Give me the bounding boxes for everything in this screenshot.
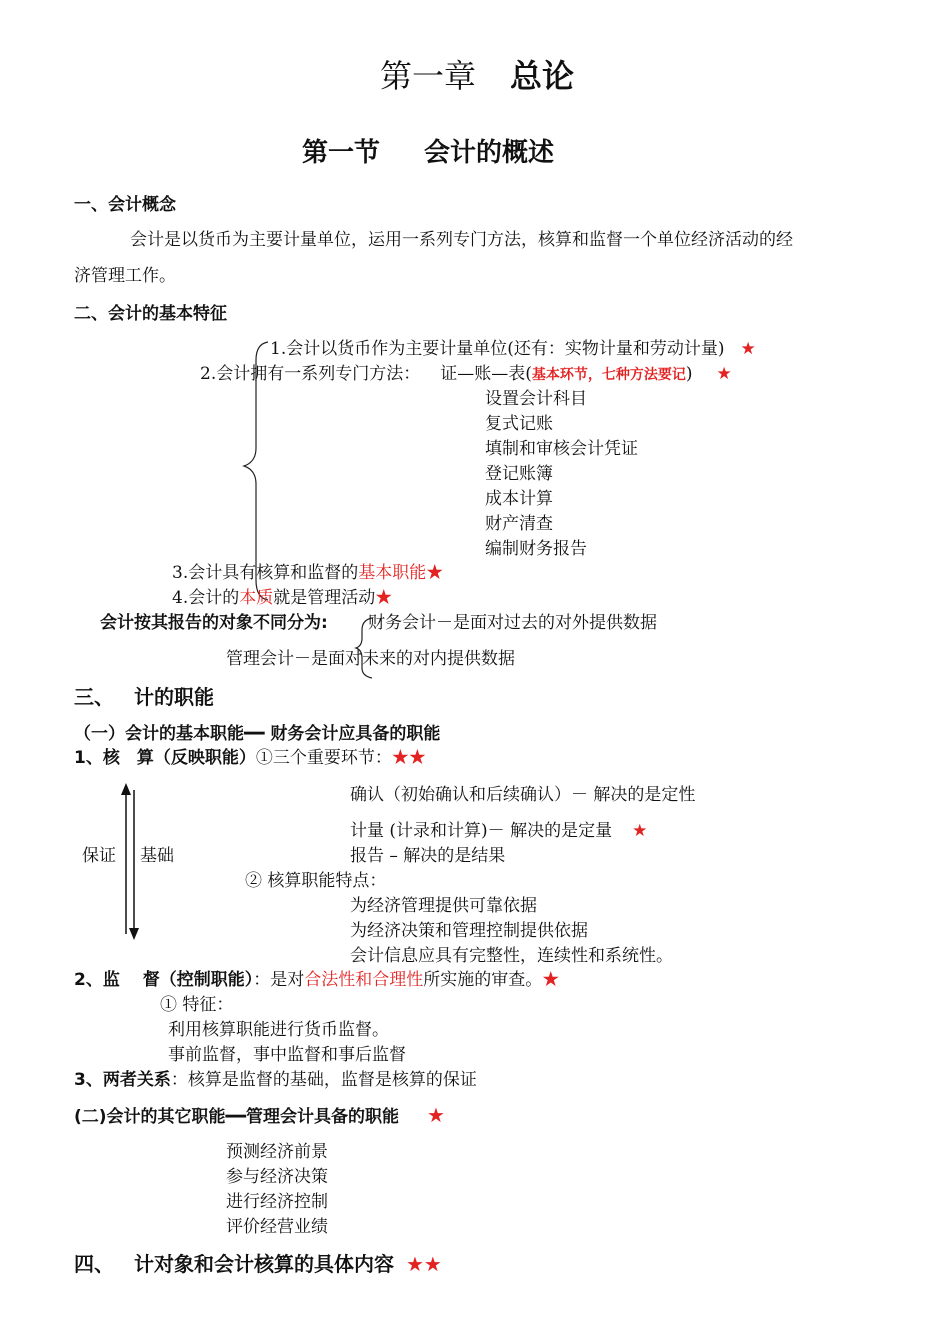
s2-feature-3-highlight: 基本职能: [358, 563, 427, 583]
s3-accounting-label: 1、核 算（反映职能）: [74, 748, 256, 768]
s2-classification-management: 管理会计－是面对未来的对内提供数据: [226, 649, 515, 669]
section-name: 会计的概述: [424, 138, 555, 168]
s2-feature-2: [200, 363, 732, 386]
star-icon: ★: [716, 364, 732, 384]
s3-subheading-other: [74, 1104, 445, 1128]
s2-feature-4-highlight: 本质: [239, 588, 274, 608]
section-prefix: 第一节: [302, 138, 381, 168]
s3-relation-line: [74, 1069, 477, 1091]
s3-subheading-basic: （一）会计的基本职能━━ 财务会计应具备的职能: [74, 724, 441, 744]
s3-heading: [74, 684, 214, 710]
s1-paragraph-line2: 济管理工作。: [74, 266, 176, 286]
star-icon: ★: [740, 339, 756, 359]
star-icon: ★★: [406, 1252, 442, 1276]
s2-feature-2-paren-close: ): [685, 364, 693, 384]
s3-supervision-text-a: ：是对: [253, 970, 305, 990]
list-item: 预测经济前景: [226, 1142, 328, 1162]
s3-supervision-feature-title: ① 特征：: [160, 995, 234, 1015]
s2-feature-3: [172, 562, 443, 584]
list-item: 事前监督，事中监督和事后监督: [168, 1045, 406, 1065]
list-item: 进行经济控制: [226, 1192, 328, 1212]
s3-accounting-line: [74, 747, 426, 769]
basis-label: 基础: [140, 846, 174, 866]
s2-classification-label: 会计按其报告的对象不同分为:: [100, 613, 328, 633]
s3-link-measurement: [350, 820, 647, 842]
s3-link-recognition: 确认（初始确认和后续确认）－ 解决的是定性: [350, 785, 696, 805]
s1-heading: 一、会计概念: [74, 195, 176, 215]
star-icon: ★: [542, 970, 560, 990]
list-item: 复式记账: [485, 414, 553, 434]
star-icon: ★★: [391, 748, 426, 768]
s2-feature-1: [270, 338, 756, 360]
star-icon: ★: [632, 821, 648, 841]
s2-classification-financial: 财务会计－是面对过去的对外提供数据: [368, 613, 657, 633]
s3-supervision-text-b: 所实施的审查。: [423, 970, 543, 990]
s2-feature-3-text: 3.会计具有核算和监督的: [172, 563, 359, 583]
s2-feature-2-paren-open: (: [525, 364, 532, 384]
list-item: 财产清查: [485, 514, 553, 534]
s2-feature-2-cycle: 证—账—表: [440, 364, 526, 384]
s3-link-report: 报告 – 解决的是结果: [350, 846, 506, 866]
list-item: 设置会计科目: [485, 389, 587, 409]
s3-subheading-other-text: (二)会计的其它职能━━管理会计具备的职能: [74, 1107, 400, 1127]
s3-supervision-line: [74, 969, 559, 991]
list-item: 利用核算职能进行货币监督。: [168, 1020, 389, 1040]
s2-feature-4: [172, 587, 392, 609]
s3-heading-text: 计的职能: [134, 685, 214, 709]
s3-supervision-highlight: 合法性和合理性: [304, 970, 424, 990]
s3-accounting-text: ①三个重要环节：: [255, 748, 392, 768]
s2-feature-2-text: 2.会计拥有一系列专门方法：: [200, 364, 421, 384]
s3-link-measurement-text: 计量 (计录和计算)－ 解决的是定量: [350, 821, 613, 841]
list-item: 填制和审核会计凭证: [485, 439, 638, 459]
s2-feature-1-text: 1.会计以货币作为主要计量单位(还有：实物计量和劳动计量): [270, 339, 725, 359]
star-icon: ★: [375, 588, 393, 608]
s4-heading: [74, 1251, 442, 1277]
list-item: 会计信息应具有完整性，连续性和系统性。: [350, 946, 673, 966]
star-icon: ★: [426, 563, 444, 583]
s4-heading-text: 计对象和会计核算的具体内容: [134, 1252, 394, 1276]
list-item: 成本计算: [485, 489, 553, 509]
list-item: 登记账簿: [485, 464, 553, 484]
s2-feature-2-note: 基本环节，七种方法要记: [531, 367, 686, 383]
s1-paragraph-line1: 会计是以货币为主要计量单位，运用一系列专门方法，核算和监督一个单位经济活动的经: [130, 230, 793, 250]
s4-heading-num: 四、: [74, 1252, 114, 1276]
list-item: 为经济管理提供可靠依据: [350, 896, 537, 916]
s2-feature-4-text-a: 4.会计的: [172, 588, 240, 608]
s3-feature-title: ② 核算职能特点：: [245, 871, 387, 891]
s3-relation-text: ：核算是监督的基础，监督是核算的保证: [170, 1070, 477, 1090]
chapter-name: 总论: [510, 57, 575, 95]
guarantee-label: 保证: [82, 846, 116, 866]
list-item: 参与经济决策: [226, 1167, 328, 1187]
s3-relation-label: 3、两者关系: [74, 1070, 171, 1090]
s3-supervision-label: 2、监 督（控制职能）: [74, 970, 254, 990]
chapter-prefix: 第一章: [380, 57, 477, 95]
s3-heading-num: 三、: [74, 685, 114, 709]
star-icon: ★: [427, 1103, 445, 1127]
list-item: 为经济决策和管理控制提供依据: [350, 921, 588, 941]
list-item: 评价经营业绩: [226, 1217, 328, 1237]
s2-feature-4-text-b: 就是管理活动: [273, 588, 376, 608]
list-item: 编制财务报告: [485, 539, 587, 559]
s2-heading: 二、会计的基本特征: [74, 304, 227, 324]
